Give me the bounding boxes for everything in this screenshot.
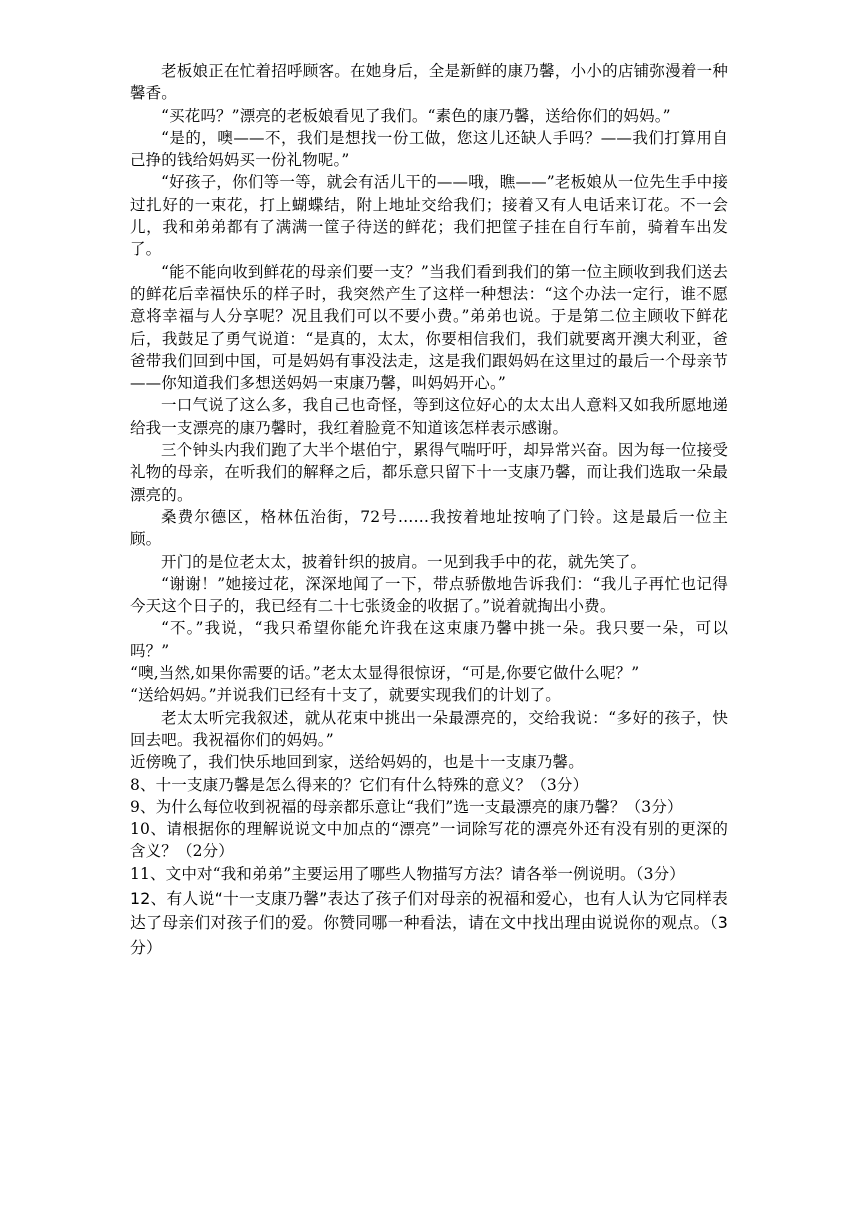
paragraph-14: 老太太听完我叙述，就从花束中挑出一朵最漂亮的，交给我说：“多好的孩子，快回去吧。我祝福你们的妈妈。” xyxy=(130,708,728,749)
question-9: 9、为什么每位收到祝福的母亲都乐意让“我们”选一支最漂亮的康乃馨？（3分） xyxy=(130,797,683,816)
paragraph-6: 一口气说了这么多，我自己也奇怪，等到这位好心的太太出人意料又如我所愿地递给我一支漂亮的康乃馨时，我红着脸竟不知道该怎样表示感谢。 xyxy=(130,396,728,437)
paragraph-9: 开门的是位老太太，披着针织的披肩。一见到我手中的花，就先笑了。 xyxy=(161,552,647,571)
document-page xyxy=(130,60,728,960)
paragraph-13: “送给妈妈。”并说我们已经有十支了，就要实现我们的计划了。 xyxy=(130,686,561,705)
question-12: 12、有人说“十一支康乃馨”表达了孩子们对母亲的祝福和爱心，也有人认为它同样表达了母亲们对孩子们的爱。你赞同哪一种看法，请在文中找出理由说说你的观点。（3分） xyxy=(130,888,728,957)
passage xyxy=(130,60,728,774)
paragraph-11: “不。”我说，“我只希望你能允许我在这束康乃馨中挑一朵。我只要一朵，可以吗？” xyxy=(130,619,728,660)
paragraph-1: 老板娘正在忙着招呼顾客。在她身后，全是新鲜的康乃馨，小小的店铺弥漫着一种馨香。 xyxy=(130,62,728,103)
question-8: 8、十一支康乃馨是怎么得来的？它们有什么特殊的意义？（3分） xyxy=(130,775,589,794)
paragraph-8: 桑费尔德区，格林伍治街，72号……我按着地址按响了门铃。这是最后一位主顾。 xyxy=(130,507,728,549)
question-10: 10、请根据你的理解说说文中加点的“漂亮”一词除写花的漂亮外还有没有别的更深的含义？（2分） xyxy=(130,820,728,861)
paragraph-12: “噢,当然,如果你需要的话。”老太太显得很惊讶，“可是,你要它做什么呢？” xyxy=(130,664,640,683)
question-list xyxy=(130,774,728,961)
paragraph-4: “好孩子，你们等一等，就会有活儿干的——哦，瞧——”老板娘从一位先生手中接过扎好的一束花，打上蝴蝶结，附上地址交给我们；接着又有人电话来订花。不一会儿，我和弟弟都有了满满一筐子待送的鲜花；我们把筐子挂在自行车前，骑着车出发了。 xyxy=(130,173,728,259)
paragraph-7: 三个钟头内我们跑了大半个堪伯宁，累得气喘吁吁，却异常兴奋。因为每一位接受礼物的母亲，在听我们的解释之后，都乐意只留下十一支康乃馨，而让我们选取一朵最漂亮的。 xyxy=(130,441,728,504)
paragraph-3: “是的，噢——不，我们是想找一份工做，您这儿还缺人手吗？——我们打算用自己挣的钱给妈妈买一份礼物呢。” xyxy=(130,128,728,170)
question-11: 11、文中对“我和弟弟”主要运用了哪些人物描写方法？请各举一例说明。（3分） xyxy=(130,864,685,883)
paragraph-5: “能不能向收到鲜花的母亲们要一支？”当我们看到我们的第一位主顾收到我们送去的鲜花后幸福快乐的样子时，我突然产生了这样一种想法：“这个办法一定行，谁不愿意将幸福与人分享呢？况且我们可以不要小费。”弟弟也说。于是第二位主顾收下鲜花后，我鼓足了勇气说道：“是真的，太太，你要相信我们，我们就要离开澳大利亚，爸爸带我们回到中国，可是妈妈有事没法走，这是我们跟妈妈在这里过的最后一个母亲节——你知道我们多想送妈妈一束康乃馨，叫妈妈开心。” xyxy=(130,262,728,393)
paragraph-15: 近傍晚了，我们快乐地回到家，送给妈妈的，也是十一支康乃馨。 xyxy=(130,753,584,772)
paragraph-2: “买花吗？”漂亮的老板娘看见了我们。“素色的康乃馨，送给你们的妈妈。” xyxy=(161,106,671,125)
paragraph-10: “谢谢！”她接过花，深深地闻了一下，带点骄傲地告诉我们：“我儿子再忙也记得今天这个日子的，我已经有二十七张烫金的收据了。”说着就掏出小费。 xyxy=(130,574,728,616)
